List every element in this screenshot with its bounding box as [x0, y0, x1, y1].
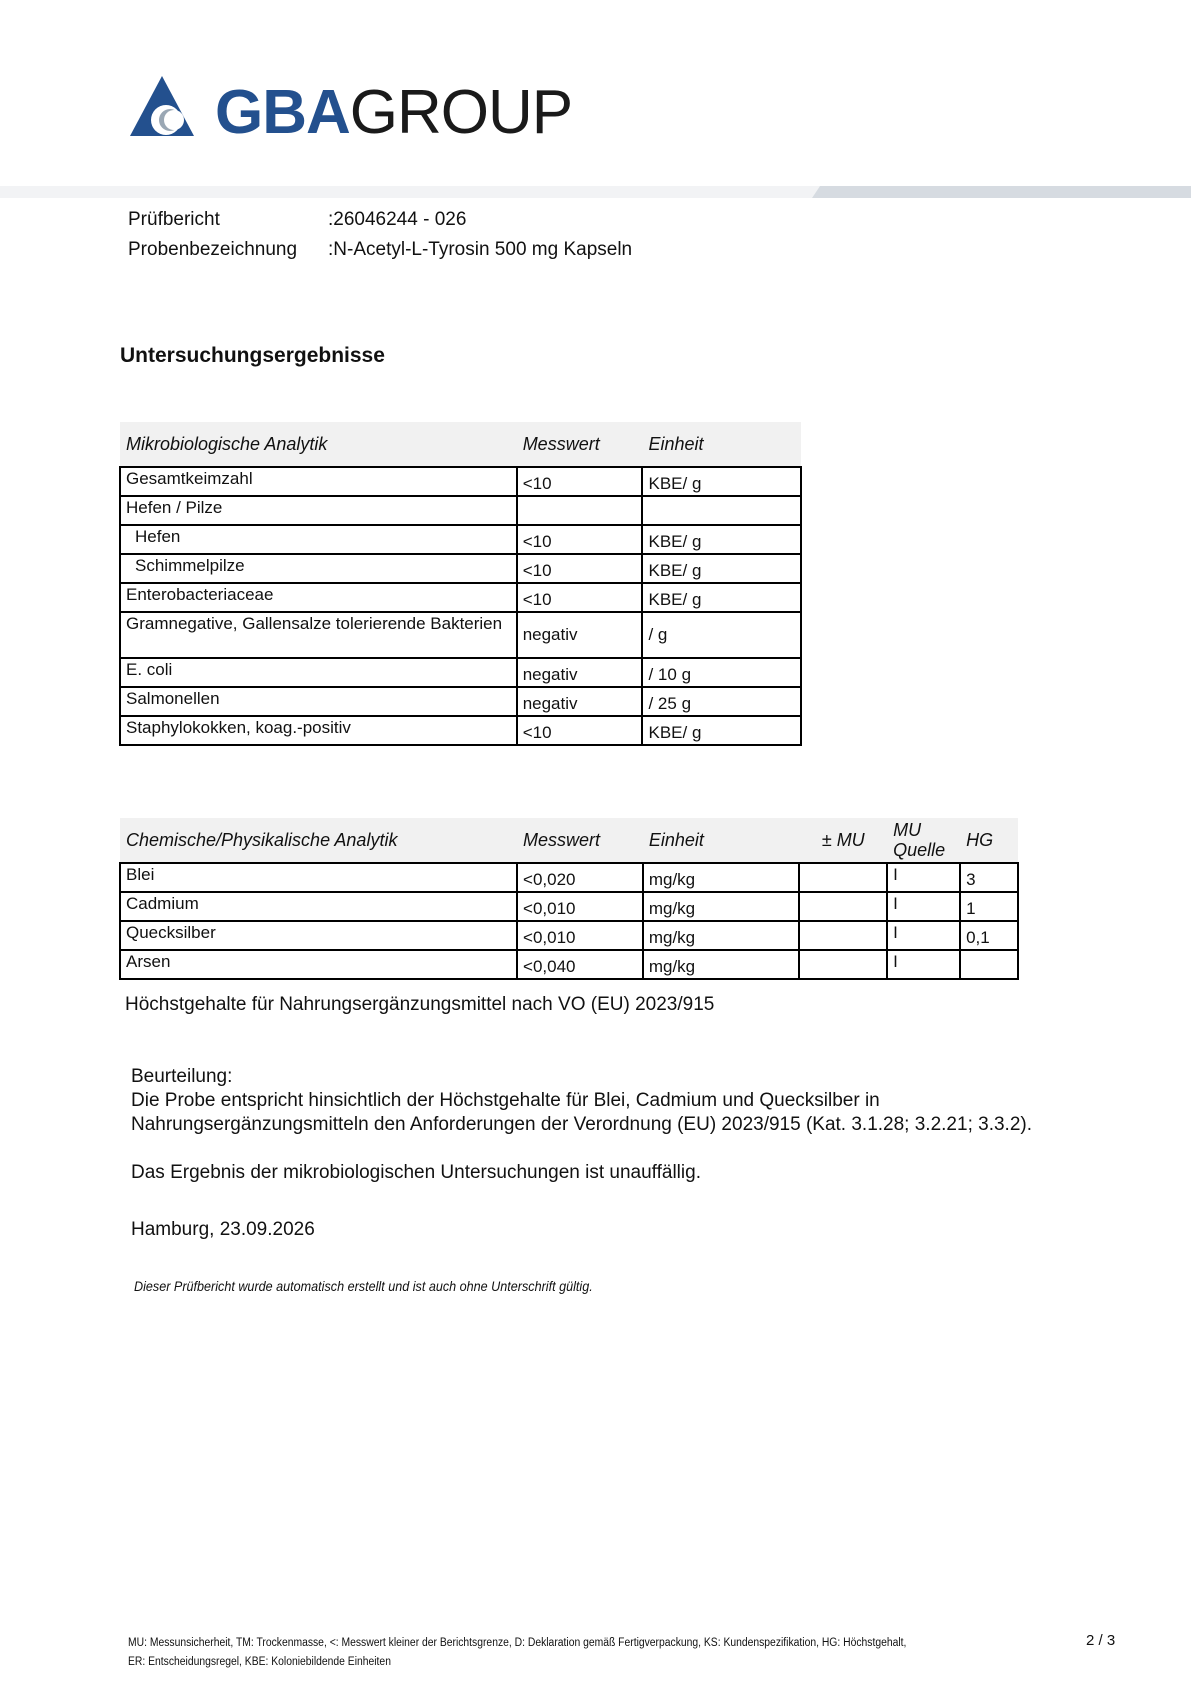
table-row [120, 863, 1018, 892]
value-cell: negativ [517, 658, 643, 687]
analyte-cell: Cadmium [120, 892, 517, 921]
auto-generated-note: Dieser Prüfbericht wurde automatisch erstellt und ist auch ohne Unterschrift gültig. [134, 1278, 593, 1294]
column-header: HG [960, 818, 1018, 863]
analyte-cell: Hefen / Pilze [120, 496, 517, 525]
unit-cell: KBE/ g [642, 525, 801, 554]
value-cell [517, 496, 643, 525]
company-logo-text [215, 78, 573, 147]
unit-cell: KBE/ g [642, 467, 801, 496]
analyte-cell: Hefen [120, 525, 517, 554]
analyte-cell: Quecksilber [120, 921, 517, 950]
gba-logo-mark-icon [130, 76, 204, 136]
column-header: Messwert [517, 818, 643, 863]
value-cell: <0,040 [517, 950, 643, 979]
value-cell: <10 [517, 467, 643, 496]
table-row [120, 525, 801, 554]
mu-source-cell: I [887, 892, 960, 921]
mu-cell [799, 892, 887, 921]
table-row [120, 612, 801, 658]
unit-cell: mg/kg [643, 863, 800, 892]
assessment-text: Das Ergebnis der mikrobiologischen Untersuchungen ist unauffällig. [131, 1162, 701, 1183]
mu-source-cell: I [887, 921, 960, 950]
mu-source-cell: I [887, 863, 960, 892]
unit-cell: / 10 g [642, 658, 801, 687]
analyte-cell: Gesamtkeimzahl [120, 467, 517, 496]
value-cell: <10 [517, 583, 643, 612]
analyte-cell: Gramnegative, Gallensalze tolerierende Bakterien [120, 612, 517, 658]
assessment-block [131, 1065, 1032, 1185]
table-row [120, 658, 801, 687]
unit-cell: KBE/ g [642, 554, 801, 583]
column-header: MU Quelle [887, 818, 960, 863]
header-divider-band [0, 186, 1191, 198]
sample-name-value: :N-Acetyl-L-Tyrosin 500 mg Kapseln [328, 239, 633, 260]
value-cell: <10 [517, 525, 643, 554]
analyte-cell: E. coli [120, 658, 517, 687]
unit-cell: / 25 g [642, 687, 801, 716]
assessment-heading: Beurteilung: [131, 1066, 233, 1087]
value-cell: <0,010 [517, 892, 643, 921]
report-number-value: :26046244 - 026 [328, 209, 467, 230]
place-date: Hamburg, 23.09.2026 [131, 1219, 315, 1240]
assessment-text: Nahrungsergänzungsmitteln den Anforderungen der Verordnung (EU) 2023/915 (Kat. 3.1.28; 3.2.21; 3.3.2). [131, 1114, 1032, 1135]
unit-cell: KBE/ g [642, 583, 801, 612]
analyte-cell: Enterobacteriaceae [120, 583, 517, 612]
column-header: Einheit [643, 818, 800, 863]
footer-legend [128, 1634, 906, 1672]
table-row [120, 950, 1018, 979]
footer-legend-line: MU: Messunsicherheit, TM: Trockenmasse, <: Messwert kleiner der Berichtsgrenze, D: Deklaration gemäß Fertigverpackung, KS: Kundenspezifikation, HG: Höchstgehalt, [128, 1637, 907, 1649]
table-header-row [120, 422, 801, 467]
report-number-label: Prüfbericht [128, 209, 220, 230]
max-level-cell: 1 [960, 892, 1018, 921]
microbiology-table [119, 422, 802, 746]
column-header: Einheit [642, 422, 801, 467]
table-row [120, 716, 801, 745]
table-row [120, 921, 1018, 950]
max-level-cell: 3 [960, 863, 1018, 892]
logo-bold-text: GBA [215, 78, 350, 147]
unit-cell: mg/kg [643, 921, 800, 950]
analyte-cell: Arsen [120, 950, 517, 979]
column-header: Messwert [517, 422, 643, 467]
column-header: Chemische/Physikalische Analytik [120, 818, 517, 863]
sample-name-label: Probenbezeichnung [128, 239, 298, 260]
section-title: Untersuchungsergebnisse [120, 344, 385, 367]
table-row [120, 467, 801, 496]
value-cell: <0,020 [517, 863, 643, 892]
value-cell: <10 [517, 554, 643, 583]
analyte-cell: Schimmelpilze [120, 554, 517, 583]
mu-source-cell: I [887, 950, 960, 979]
max-levels-footnote: Höchstgehalte für Nahrungsergänzungsmittel nach VO (EU) 2023/915 [125, 994, 715, 1015]
table-row [120, 583, 801, 612]
footer-legend-line: ER: Entscheidungsregel, KBE: Koloniebildende Einheiten [128, 1656, 391, 1668]
analyte-cell: Salmonellen [120, 687, 517, 716]
unit-cell [642, 496, 801, 525]
value-cell: negativ [517, 612, 643, 658]
column-header: Mikrobiologische Analytik [120, 422, 517, 467]
unit-cell: / g [642, 612, 801, 658]
mu-cell [799, 950, 887, 979]
value-cell: <10 [517, 716, 643, 745]
unit-cell: mg/kg [643, 892, 800, 921]
analyte-cell: Staphylokokken, koag.-positiv [120, 716, 517, 745]
logo-light-text: GROUP [349, 78, 573, 147]
table-header-row [120, 818, 1018, 863]
value-cell: <0,010 [517, 921, 643, 950]
table-row [120, 496, 801, 525]
table-row [120, 554, 801, 583]
analyte-cell: Blei [120, 863, 517, 892]
column-header: ± MU [799, 818, 887, 863]
max-level-cell [960, 950, 1018, 979]
table-row [120, 687, 801, 716]
mu-cell [799, 921, 887, 950]
page-number: 2 / 3 [1086, 1632, 1116, 1649]
value-cell: negativ [517, 687, 643, 716]
unit-cell: mg/kg [643, 950, 800, 979]
chemical-analysis-table [119, 818, 1019, 980]
mu-cell [799, 863, 887, 892]
unit-cell: KBE/ g [642, 716, 801, 745]
assessment-text: Die Probe entspricht hinsichtlich der Höchstgehalte für Blei, Cadmium und Quecksilber in [131, 1090, 880, 1111]
max-level-cell: 0,1 [960, 921, 1018, 950]
table-row [120, 892, 1018, 921]
